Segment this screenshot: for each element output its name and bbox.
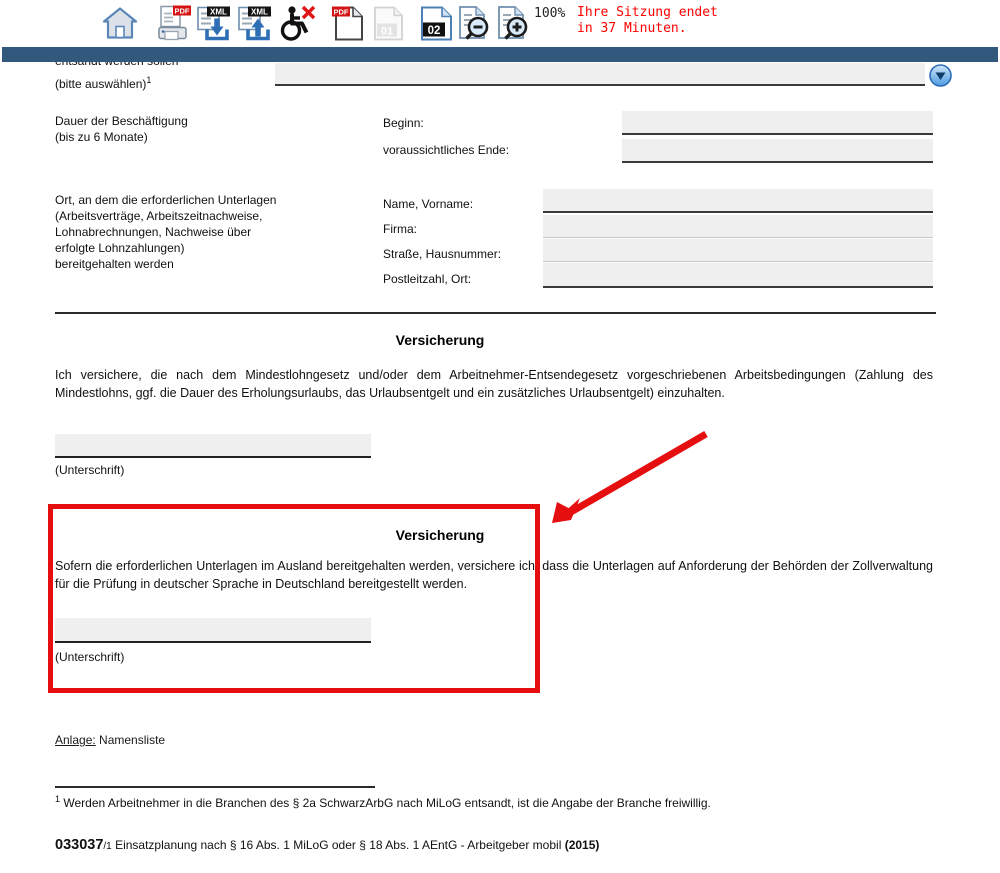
toolbar [0,0,1000,47]
duration-label-line2: (bis zu 6 Monate) [55,130,148,144]
zoom-out-button[interactable] [456,4,493,43]
name-label: Name, Vorname: [383,197,474,211]
xml-upload-button[interactable] [236,4,272,43]
insurance-foreign-heading: Versicherung [395,527,485,543]
footnote-marker: 1 [55,794,61,804]
print-pdf-button[interactable] [154,4,192,43]
documents-location-line4: erfolgte Lohnzahlungen) [55,241,185,255]
form-description: Einsatzplanung nach § 16 Abs. 1 MiLoG oder § 18 Abs. 1 AEntG - Arbeitgeber mobil [115,838,562,852]
xml-upload-icon [236,4,272,43]
session-notice-line2: in 37 Minuten. [577,21,687,36]
documents-location-line3: Lohnabrechnungen, Nachweise über [55,225,252,239]
documents-location-line1: Ort, an dem die erforderlichen Unterlagen [55,193,277,207]
home-button[interactable] [101,4,139,43]
page-02-button[interactable] [419,4,454,43]
xml-download-icon [195,4,231,43]
duration-label-line1: Dauer der Beschäftigung [55,114,188,128]
street-field[interactable] [543,239,933,262]
svg-text:XML: XML [210,7,227,17]
section-divider [55,312,936,314]
begin-label: Beginn: [383,116,424,130]
attachment-value: Namensliste [99,733,166,747]
zoom-in-icon [495,4,532,43]
pdf-document-icon [331,4,367,43]
insurance-domestic-text: Ich versichere, die nach dem Mindestlohngesetz und/oder dem Arbeitnehmer-Entsendegesetz vorgeschriebenen Arbeitsbedingungen (Zahlung des Mindestlohns, ggf. die Dauer des Erholungsurlaubs, das Urlaubsentgelt und ein zusätzliches Urlaubsentgelt) einzuhalten. [55,368,933,400]
form-footer [55,837,599,853]
page-01-button[interactable] [372,4,405,43]
svg-text:02: 02 [427,25,441,37]
name-field[interactable] [543,189,933,213]
branch-select-dropdown-button[interactable] [929,64,952,87]
insurance-foreign-text: Sofern die erforderlichen Unterlagen im Ausland bereitgehalten werden, versichere ich, dass die Unterlagen auf Anforderung der Behörden der Zollverwaltung für die Prüfung in deutscher Sprache in Deutschland bereitgestellt werden. [55,559,933,591]
attachment-row [55,733,165,747]
page-01-icon [372,4,405,43]
zoom-in-button[interactable] [495,4,532,43]
session-notice-line1: Ihre Sitzung endet [577,5,718,20]
svg-text:PDF: PDF [174,6,190,16]
branch-select-label-line2: (bitte auswählen) [55,77,147,91]
zoom-out-icon [456,4,493,43]
chevron-down-icon [929,64,952,87]
print-pdf-icon [154,4,192,43]
form-number-suffix: /1 [103,841,112,852]
form-number: 033037 [55,837,104,853]
begin-date-field[interactable] [622,111,933,135]
expected-end-date-field[interactable] [622,139,933,163]
signature-domestic-label: (Unterschrift) [55,463,125,477]
svg-text:PDF: PDF [333,7,349,17]
session-timeout-notice [577,5,718,37]
red-highlight-box [48,504,540,693]
home-icon [101,4,139,43]
pdf-new-document-button[interactable] [331,4,367,43]
street-label: Straße, Hausnummer: [383,247,502,261]
city-label: Postleitzahl, Ort: [383,272,472,286]
footnote-text: Werden Arbeitnehmer in die Branchen des § 2a SchwarzArbG nach MiLoG entsandt, ist die Angabe der Branche freiwillig. [63,796,711,810]
form-header-bar [2,47,998,62]
form-year: (2015) [564,838,600,852]
documents-location-label [55,192,276,272]
documents-location-line5: bereitgehalten werden [55,257,174,271]
accessibility-off-icon [275,4,317,43]
expected-end-label: voraussichtliches Ende: [383,143,510,157]
footnote-separator [55,786,375,788]
red-arrow-annotation [543,424,723,532]
branch-select-field[interactable] [275,63,925,86]
page-02-icon [419,4,454,43]
footnote [55,794,915,810]
signature-domestic-field[interactable] [55,434,371,458]
accessibility-off-button[interactable] [275,4,317,43]
svg-text:01: 01 [380,25,394,38]
branch-select-footnote-marker: 1 [146,75,152,85]
documents-location-line2: (Arbeitsverträge, Arbeitszeitnachweise, [55,209,263,223]
svg-text:XML: XML [251,7,268,17]
duration-label [55,113,188,145]
signature-foreign-label: (Unterschrift) [55,650,125,664]
attachment-label: Anlage: [55,733,96,747]
zoom-level-value: 100% [534,6,566,21]
xml-download-button[interactable] [195,4,231,43]
insurance-domestic-heading: Versicherung [395,332,485,348]
company-label: Firma: [383,222,417,236]
city-field[interactable] [543,263,933,288]
company-field[interactable] [543,215,933,238]
